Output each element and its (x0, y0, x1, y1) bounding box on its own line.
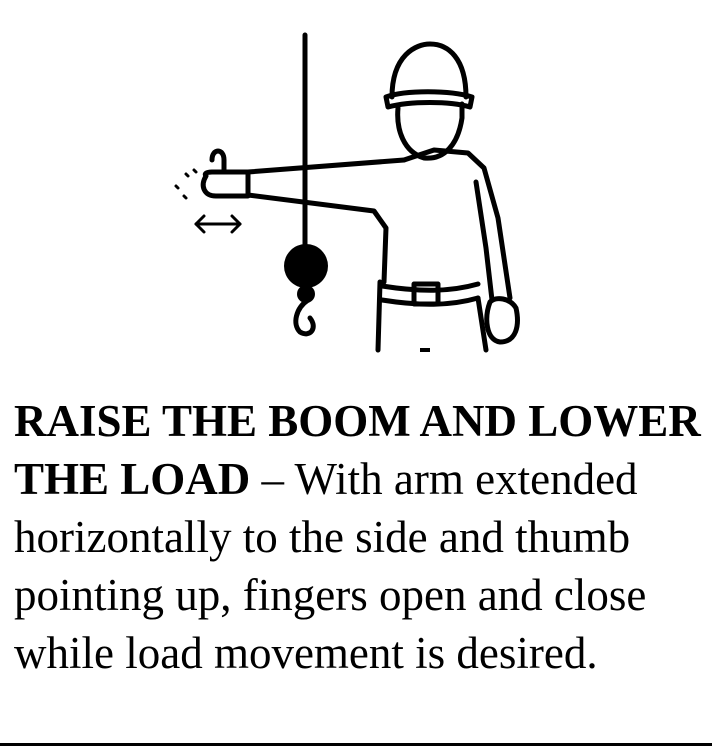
belt-icon (382, 284, 478, 304)
signal-title: RAISE THE BOOM AND LOWER THE LOAD (14, 396, 701, 504)
load-ball-icon (284, 244, 328, 288)
fist-icon (487, 299, 518, 342)
torso (378, 150, 510, 350)
signal-description: With arm extended horizontally to the side and thumb pointing up, fingers open and close while load movement is desired. (14, 454, 647, 678)
title-separator: – (250, 454, 295, 504)
hard-hat-icon (386, 44, 472, 107)
double-arrow-icon (196, 216, 240, 232)
thumb-up-hand-icon (203, 151, 248, 196)
hook-icon (296, 300, 313, 334)
signal-caption (14, 392, 704, 682)
hook-block-icon (297, 285, 315, 303)
finger-motion-marks-icon (176, 170, 196, 198)
